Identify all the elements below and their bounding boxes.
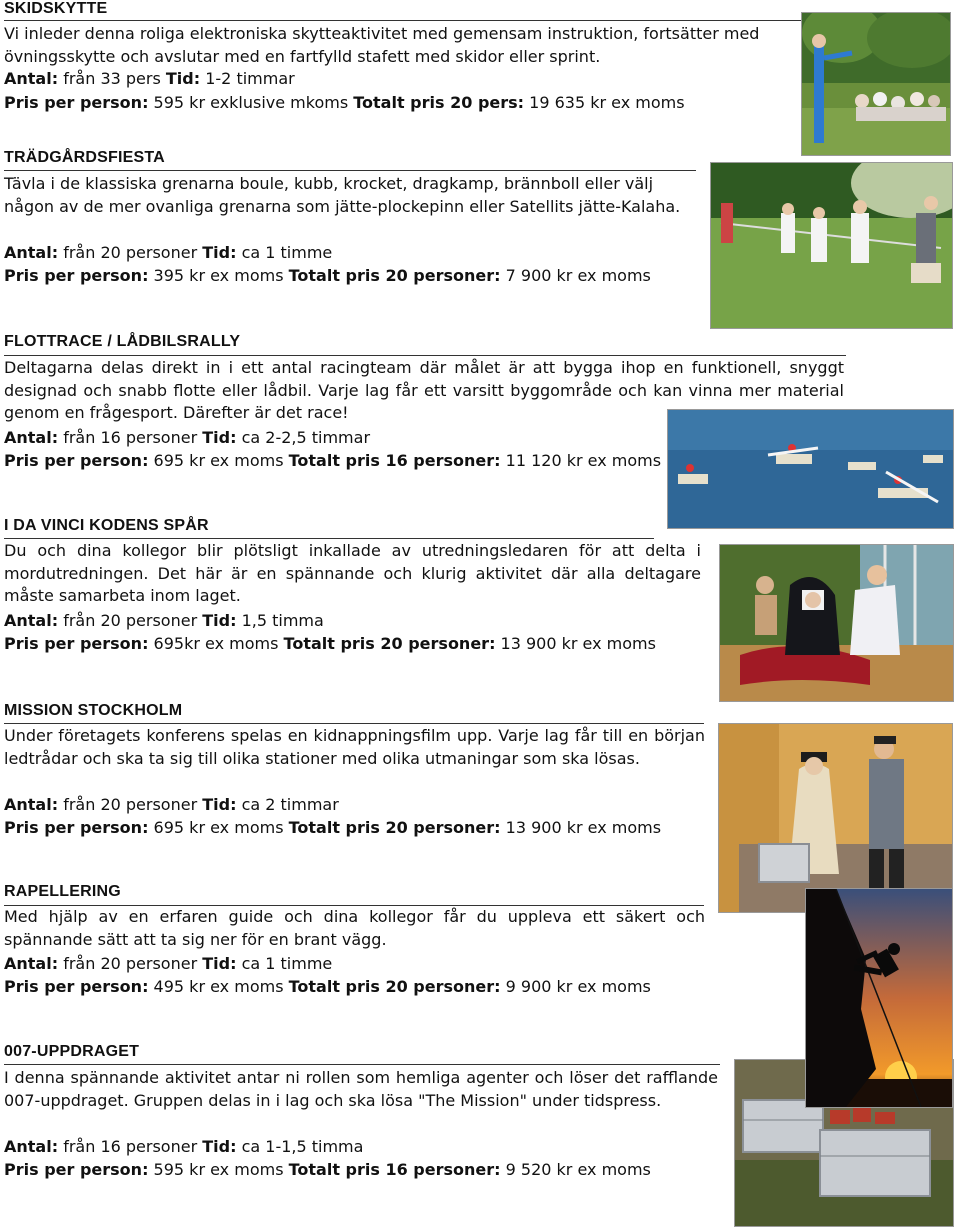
section-price: Pris per person: 695 kr ex moms Totalt pris 20 personer: 13 900 kr ex moms (4, 818, 662, 837)
photo-skidskytte (802, 13, 950, 155)
section-rule (4, 723, 704, 724)
section-price: Pris per person: 695kr ex moms Totalt pris 20 personer: 13 900 kr ex moms (4, 634, 656, 653)
photo-flottrace (668, 410, 953, 528)
section-title-tradgardsfiesta: TRÄDGÅRDSFIESTA (4, 149, 165, 166)
section-body: Vi inleder denna roliga elektroniska skytteaktivitet med gemensam instruktion, fortsätter med övningsskytte och avslutar med en fartfylld stafett med skidor eller sprint. (4, 24, 760, 66)
section-count-time: Antal: från 20 personer Tid: ca 1 timme (4, 243, 333, 262)
section-count-time: Antal: från 33 pers Tid: 1-2 timmar (4, 69, 295, 88)
section-count-time: Antal: från 16 personer Tid: ca 2-2,5 timmar (4, 428, 371, 447)
photo-mission-stockholm (719, 724, 952, 912)
section-price: Pris per person: 495 kr ex moms Totalt pris 20 personer: 9 900 kr ex moms (4, 977, 651, 996)
section-body: I denna spännande aktivitet antar ni rollen som hemliga agenter och löser det rafflande 007-uppdraget. Gruppen delas in i lag och ska lösa "The Mission" under tidspress. (4, 1068, 718, 1110)
section-price: Pris per person: 595 kr exklusive mkoms Totalt pris 20 pers: 19 635 kr ex moms (4, 93, 685, 112)
section-rule (4, 20, 804, 21)
photo-da-vinci (720, 545, 953, 701)
section-rule (4, 538, 654, 539)
photo-rapellering (806, 889, 952, 1107)
section-count-time: Antal: från 20 personer Tid: ca 1 timme (4, 954, 333, 973)
section-body: Deltagarna delas direkt in i ett antal racingteam där målet är att bygga ihop en funktionell, snyggt designad och snabb flotte eller lådbil. Varje lag får ett varsitt byggområde och kan vinna mer material genom en frågesport. Därefter är det race! (4, 358, 844, 422)
section-price: Pris per person: 595 kr ex moms Totalt pris 16 personer: 9 520 kr ex moms (4, 1160, 651, 1179)
section-count-time: Antal: från 20 personer Tid: 1,5 timma (4, 611, 324, 630)
section-rule (4, 355, 846, 356)
section-count-time: Antal: från 20 personer Tid: ca 2 timmar (4, 795, 339, 814)
section-price: Pris per person: 695 kr ex moms Totalt pris 16 personer: 11 120 kr ex moms (4, 451, 662, 470)
section-title-rapellering: RAPELLERING (4, 883, 121, 900)
section-title-skidskytte: SKIDSKYTTE (4, 0, 108, 17)
section-title-da-vinci: I DA VINCI KODENS SPÅR (4, 517, 209, 534)
section-title-flottrace: FLOTTRACE / LÅDBILSRALLY (4, 333, 241, 350)
section-title-007-uppdraget: 007-UPPDRAGET (4, 1043, 140, 1060)
section-body: Under företagets konferens spelas en kidnappningsfilm upp. Varje lag får till en början ledtrådar och ska ta sig till olika stationer med olika utmaningar som ska lösas. (4, 726, 705, 768)
section-body: Du och dina kollegor blir plötsligt inkallade av utredningsledaren för att delta i mordutredningen. Det här är en spännande och klurig aktivitet där alla deltagare måste samarbeta inom laget. (4, 541, 701, 605)
photo-tradgardsfiesta (711, 163, 952, 328)
section-rule (4, 1064, 720, 1065)
section-body: Med hjälp av en erfaren guide och dina kollegor får du uppleva ett säkert och spännande sätt att ta sig ner för en brant vägg. (4, 907, 705, 949)
section-body: Tävla i de klassiska grenarna boule, kubb, krocket, dragkamp, brännboll eller välj någon av de mer ovanliga grenarna som jätte-plockepinn eller Satellits jätte-Kalaha. (4, 174, 681, 216)
section-price: Pris per person: 395 kr ex moms Totalt pris 20 personer: 7 900 kr ex moms (4, 266, 651, 285)
section-rule (4, 170, 696, 171)
section-count-time: Antal: från 16 personer Tid: ca 1-1,5 timma (4, 1137, 364, 1156)
section-title-mission-stockholm: MISSION STOCKHOLM (4, 702, 183, 719)
